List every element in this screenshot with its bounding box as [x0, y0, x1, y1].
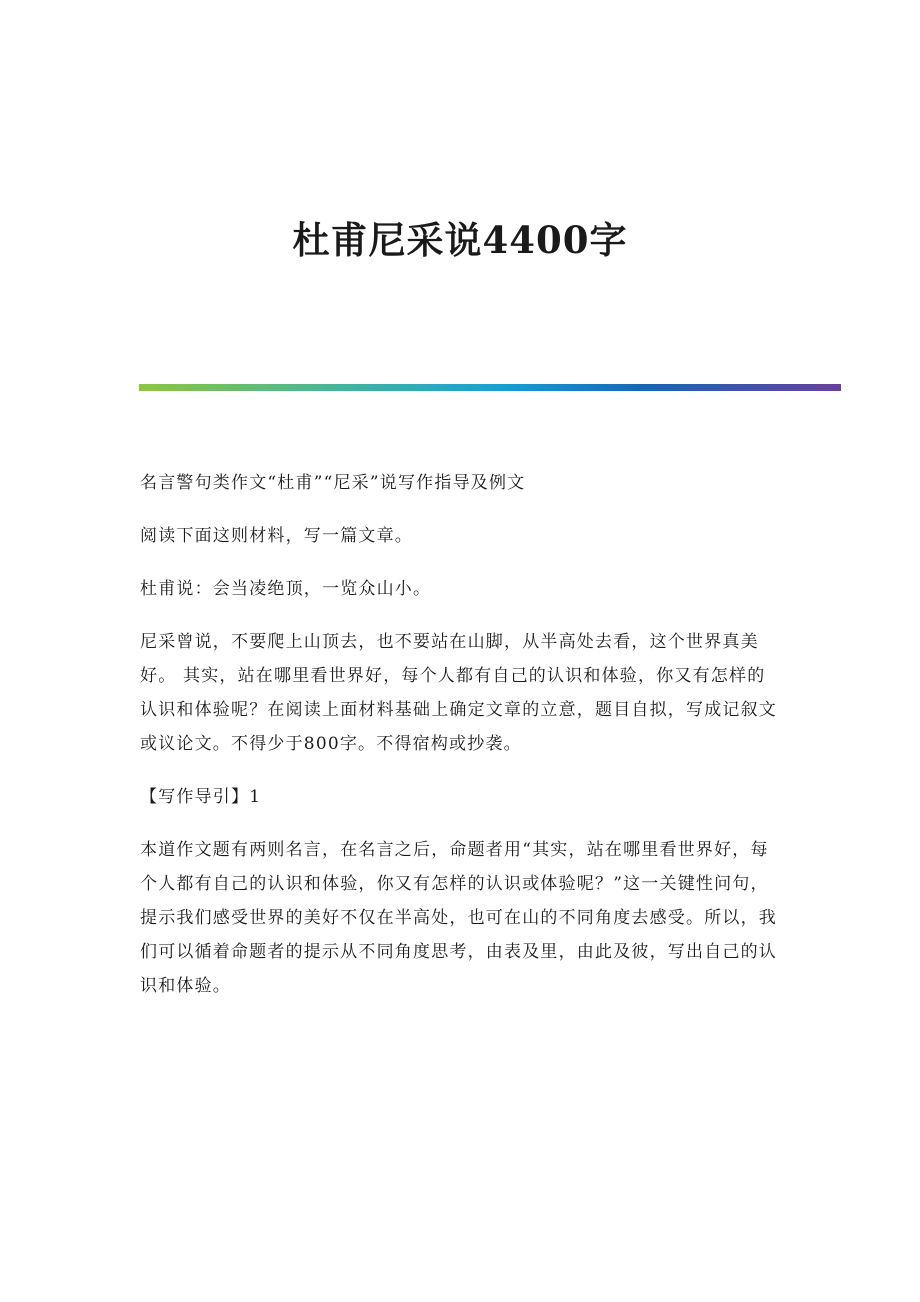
document-body	[140, 466, 780, 1022]
title-divider	[139, 384, 841, 391]
paragraph-quote-nietzsche: 尼采曾说，不要爬上山顶去，也不要站在山脚，从半高处去看，这个世界真美好。 其实，站在哪里看世界好，每个人都有自己的认识和体验，你又有怎样的认识和体验呢？在阅读上面材料基础上确定文章的立意，题目自拟，写成记叙文或议论文。不得少于800字。不得宿构或抄袭。	[140, 632, 777, 754]
paragraph-quote-dufu: 杜甫说：会当凌绝顶，一览众山小。	[140, 579, 432, 599]
document-title: 杜甫尼采说4400字	[292, 218, 628, 262]
paragraph-guidance: 本道作文题有两则名言，在名言之后，命题者用“其实，站在哪里看世界好，每个人都有自己的认识和体验，你又有怎样的认识或体验呢？”这一关键性问句，提示我们感受世界的美好不仅在半高处，也可在山的不同角度去感受。所以，我们可以循着命题者的提示从不同角度思考，由表及里，由此及彼，写出自己的认识和体验。	[140, 840, 777, 996]
paragraph-instruction: 阅读下面这则材料，写一篇文章。	[140, 526, 413, 546]
paragraph-heading: 名言警句类作文“杜甫”“尼采”说写作指导及例文	[140, 473, 526, 493]
paragraph-section-heading: 【写作导引】1	[140, 787, 262, 807]
